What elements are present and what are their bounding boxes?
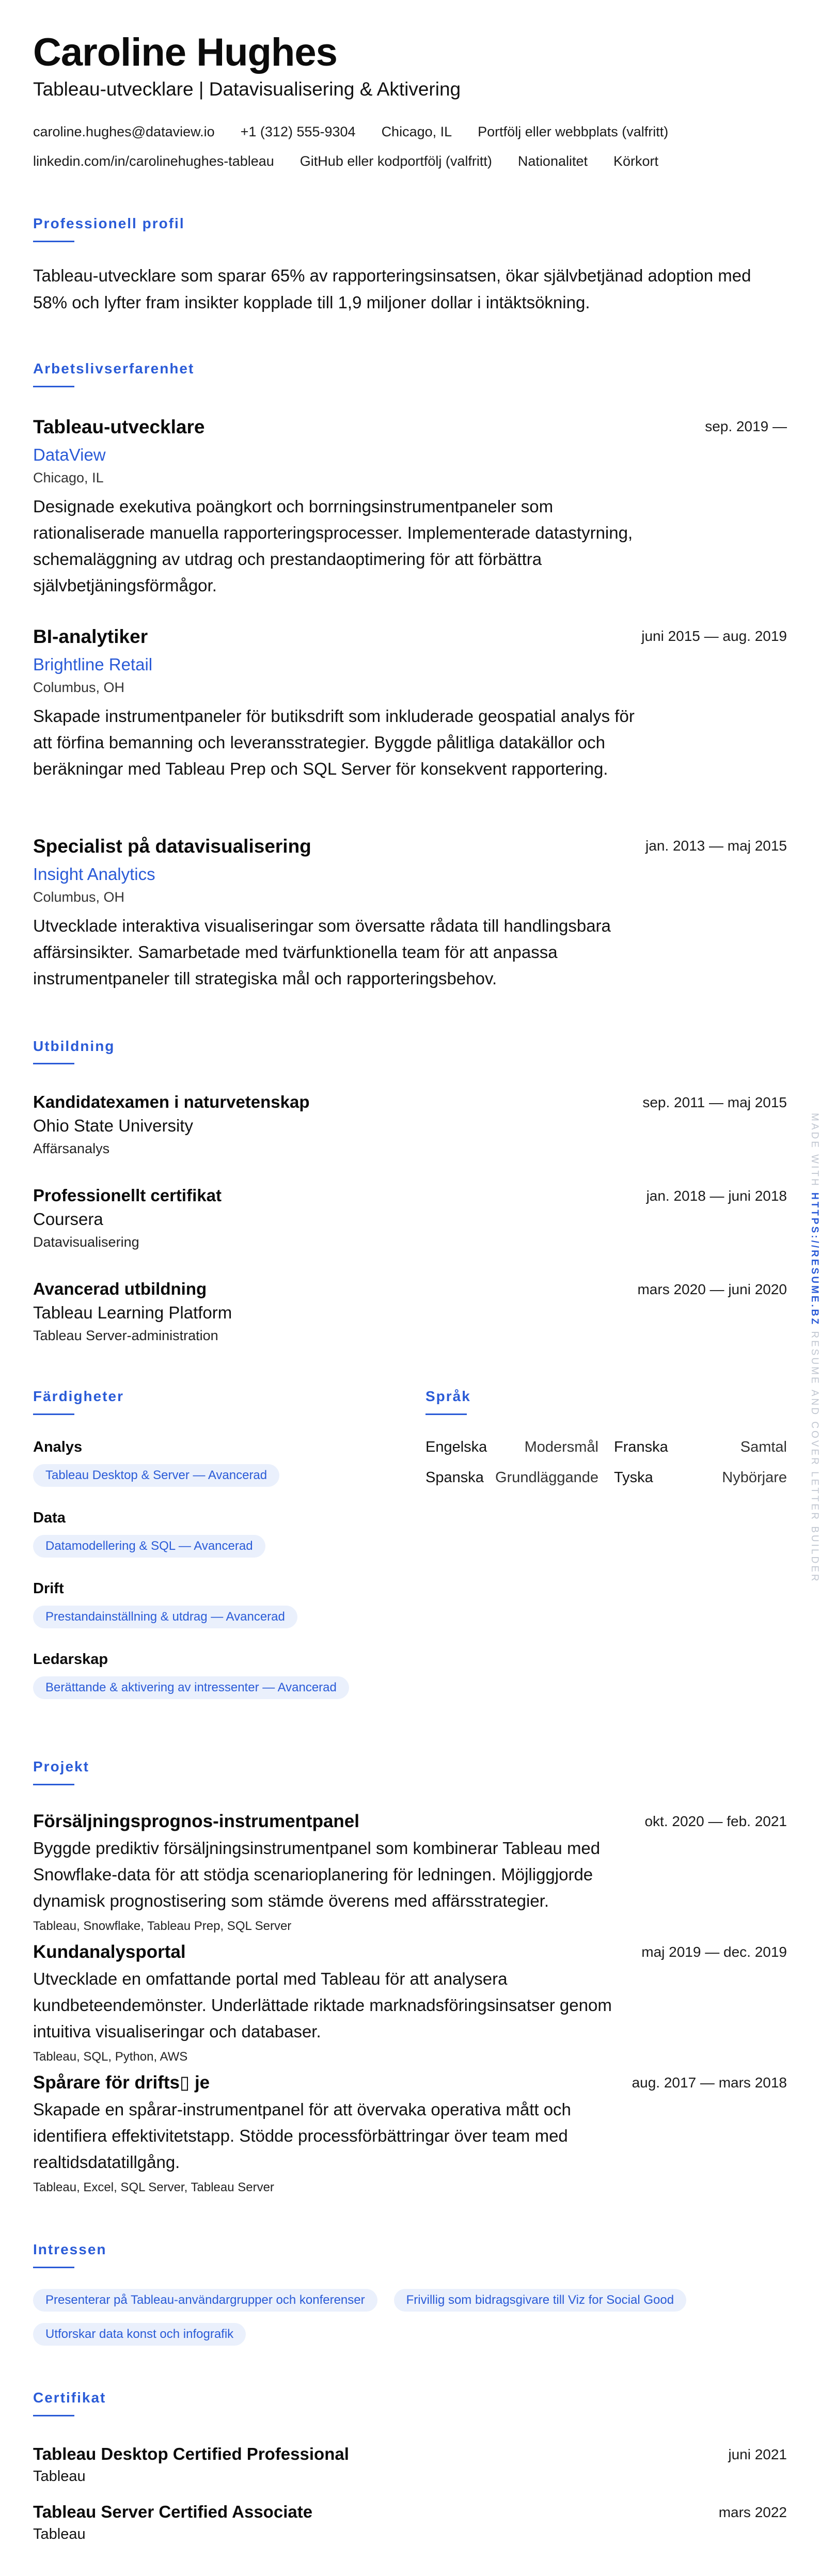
project-entry <box>33 1942 787 2064</box>
contact-github[interactable]: GitHub eller kodportfölj (valfritt) <box>299 153 492 169</box>
project-dates: maj 2019 — dec. 2019 <box>641 1944 787 1960</box>
project-technologies: Tableau, Snowflake, Tableau Prep, SQL Server <box>33 1919 292 1933</box>
language-name: Tyska <box>614 1469 653 1486</box>
contact-portfolio[interactable]: Portfölj eller webbplats (valfritt) <box>478 124 669 139</box>
job-location: Columbus, OH <box>33 889 125 905</box>
project-entry <box>33 2072 787 2195</box>
language-name: Spanska <box>425 1469 484 1486</box>
section-rule <box>33 2267 74 2268</box>
skill-group <box>33 1580 297 1628</box>
skill-group <box>33 1651 349 1699</box>
section-title-profile: Professionell profil <box>33 215 185 231</box>
section-title-languages: Språk <box>425 1388 471 1404</box>
school-name: Tableau Learning Platform <box>33 1303 232 1322</box>
skill-pill: Prestandainställning & utdrag — Avancerad <box>33 1606 297 1628</box>
job-location: Columbus, OH <box>33 680 125 695</box>
education-dates: sep. 2011 — maj 2015 <box>642 1094 787 1110</box>
language-item <box>614 1439 787 1456</box>
project-dates: okt. 2020 — feb. 2021 <box>644 1813 787 1829</box>
project-name: Försäljningsprognos-instrumentpanel <box>33 1811 359 1831</box>
language-level: Samtal <box>740 1439 787 1455</box>
project-name: Kundanalysportal <box>33 1942 186 1962</box>
degree-name: Professionellt certifikat <box>33 1186 222 1205</box>
section-rule <box>33 241 74 242</box>
section-rule <box>425 1413 467 1415</box>
project-technologies: Tableau, Excel, SQL Server, Tableau Server <box>33 2180 274 2194</box>
job-description: Designade exekutiva poängkort och borrningsinstrumentpaneler som rationaliserade manuella rapporteringsprocesser. Implementerade datastyrning, schemaläggning av utdrag och prestandaoptimering för att förbättra självbetjäningsförmågor. <box>33 497 633 595</box>
section-title-skills: Färdigheter <box>33 1388 124 1404</box>
project-description: Byggde prediktiv försäljningsinstrumentpanel som kombinerar Tableau med Snowflake-data för att stödja scenarioplanering för ledningen. Möjliggjorde dynamisk prognostisering som stämde överens med affärsstrategier. <box>33 1839 601 1910</box>
project-description: Utvecklade en omfattande portal med Tableau för att analysera kundbeteendemönster. Underlättade riktade marknadsföringsinsatser genom intuitiva visualiseringar och databaser. <box>33 1969 612 2041</box>
skill-group-name: Ledarskap <box>33 1651 108 1668</box>
education-dates: mars 2020 — juni 2020 <box>637 1281 787 1297</box>
education-entry <box>33 1092 787 1157</box>
skill-pill: Datamodellering & SQL — Avancerad <box>33 1535 265 1558</box>
section-rule <box>33 1063 74 1064</box>
section-rule <box>33 1413 74 1415</box>
language-name: Engelska <box>425 1439 487 1455</box>
language-item <box>614 1469 787 1486</box>
candidate-name: Caroline Hughes <box>33 30 337 74</box>
job-title: BI-analytiker <box>33 626 148 647</box>
project-dates: aug. 2017 — mars 2018 <box>632 2075 787 2091</box>
section-title-experience: Arbetslivserfarenhet <box>33 360 195 376</box>
contact-nationality: Nationalitet <box>517 153 588 169</box>
contact-phone[interactable]: +1 (312) 555-9304 <box>240 124 356 139</box>
credit-suffix: RESUME AND COVER LETTER BUILDER <box>809 1331 820 1583</box>
contact-drivers-license: Körkort <box>613 153 659 169</box>
interest-pill: Frivillig som bidragsgivare till Viz for Social Good <box>394 2289 686 2312</box>
profile-summary: Tableau-utvecklare som sparar 65% av rapporteringsinsatsen, ökar självbetjänad adoption med 58% och lyfter fram insikter kopplade till 1,9 miljoner dollar i intäktsökning. <box>33 266 751 312</box>
certificate-name: Tableau Server Certified Associate <box>33 2502 313 2521</box>
skill-group-name: Drift <box>33 1580 64 1597</box>
education-entry <box>33 1186 787 1250</box>
section-title-education: Utbildning <box>33 1038 115 1054</box>
project-description: Skapade en spårar-instrumentpanel för att övervaka operativa mått och identifiera effektivitetstapp. Stödde processförbättringar över team med realtidsdatatillgång. <box>33 2100 571 2172</box>
contact-linkedin[interactable]: linkedin.com/in/carolinehughes-tableau <box>33 153 274 169</box>
credit-link[interactable]: HTTPS://RESUME.BZ <box>809 1192 820 1327</box>
field-of-study: Datavisualisering <box>33 1234 139 1250</box>
job-dates: jan. 2013 — maj 2015 <box>645 838 787 854</box>
field-of-study: Tableau Server-administration <box>33 1328 218 1343</box>
company-name: DataView <box>33 445 106 464</box>
language-level: Grundläggande <box>495 1469 598 1486</box>
section-rule <box>33 2415 74 2416</box>
section-rule <box>33 1784 74 1785</box>
contact-row-primary <box>33 124 668 140</box>
experience-entry <box>33 416 787 599</box>
language-level: Nybörjare <box>722 1469 787 1486</box>
project-name: Spårare för drifts▯ je <box>33 2072 210 2093</box>
section-title-certificates: Certifikat <box>33 2390 106 2406</box>
degree-name: Kandidatexamen i naturvetenskap <box>33 1092 310 1111</box>
certificate-issuer: Tableau <box>33 2468 86 2485</box>
job-title: Tableau-utvecklare <box>33 416 205 437</box>
certificate-date: mars 2022 <box>718 2504 787 2520</box>
candidate-headline: Tableau-utvecklare | Datavisualisering & Aktivering <box>33 78 461 100</box>
language-item <box>425 1469 598 1486</box>
contact-email[interactable]: caroline.hughes@dataview.io <box>33 124 215 139</box>
contact-row-secondary <box>33 153 658 169</box>
section-title-projects: Projekt <box>33 1758 89 1774</box>
section-rule <box>33 386 74 387</box>
language-name: Franska <box>614 1439 668 1455</box>
certificate-entry <box>33 2502 787 2543</box>
interest-pill: Presenterar på Tableau-användargrupper och konferenser <box>33 2289 377 2312</box>
skill-group <box>33 1439 279 1487</box>
job-description: Skapade instrumentpaneler för butiksdrift som inkluderade geospatial analys för att förfina bemanning och leveransstrategier. Byggde pålitliga datakällor och beräkningar med Tableau Prep och SQL Server för konsekvent rapportering. <box>33 706 635 778</box>
education-dates: jan. 2018 — juni 2018 <box>646 1188 787 1204</box>
credit-prefix: MADE WITH <box>809 1113 820 1188</box>
school-name: Coursera <box>33 1210 103 1229</box>
skill-group <box>33 1510 265 1558</box>
project-technologies: Tableau, SQL, Python, AWS <box>33 2050 188 2064</box>
project-entry <box>33 1811 787 1934</box>
experience-entry <box>33 836 787 992</box>
credit-text <box>809 1113 820 1583</box>
certificate-name: Tableau Desktop Certified Professional <box>33 2444 349 2463</box>
school-name: Ohio State University <box>33 1116 193 1135</box>
certificate-entry <box>33 2444 787 2485</box>
skill-group-name: Analys <box>33 1439 83 1455</box>
field-of-study: Affärsanalys <box>33 1141 110 1156</box>
experience-entry <box>33 626 787 782</box>
interest-list <box>33 2289 787 2346</box>
job-dates: sep. 2019 — <box>705 418 787 434</box>
section-title-interests: Intressen <box>33 2241 107 2257</box>
education-entry <box>33 1279 787 1344</box>
skill-pill: Tableau Desktop & Server — Avancerad <box>33 1464 279 1487</box>
company-name: Brightline Retail <box>33 655 153 674</box>
job-description: Utvecklade interaktiva visualiseringar som översatte rådata till handlingsbara affärsinsikter. Samarbetade med tvärfunktionella team för att anpassa instrumentpaneler till strategiska mål och rapporteringsbehov. <box>33 916 611 988</box>
degree-name: Avancerad utbildning <box>33 1279 207 1298</box>
contact-location: Chicago, IL <box>381 124 452 139</box>
language-list <box>425 1439 787 1486</box>
resume-builder-credit <box>807 1113 820 1583</box>
skill-group-name: Data <box>33 1510 66 1526</box>
certificate-date: juni 2021 <box>728 2446 787 2462</box>
job-location: Chicago, IL <box>33 470 104 485</box>
interest-pill: Utforskar data konst och infografik <box>33 2323 246 2346</box>
language-item <box>425 1439 598 1456</box>
skill-pill: Berättande & aktivering av intressenter — Avancerad <box>33 1676 349 1699</box>
job-dates: juni 2015 — aug. 2019 <box>641 628 787 644</box>
certificate-issuer: Tableau <box>33 2526 86 2542</box>
job-title: Specialist på datavisualisering <box>33 836 311 857</box>
language-level: Modersmål <box>524 1439 598 1455</box>
company-name: Insight Analytics <box>33 865 155 884</box>
